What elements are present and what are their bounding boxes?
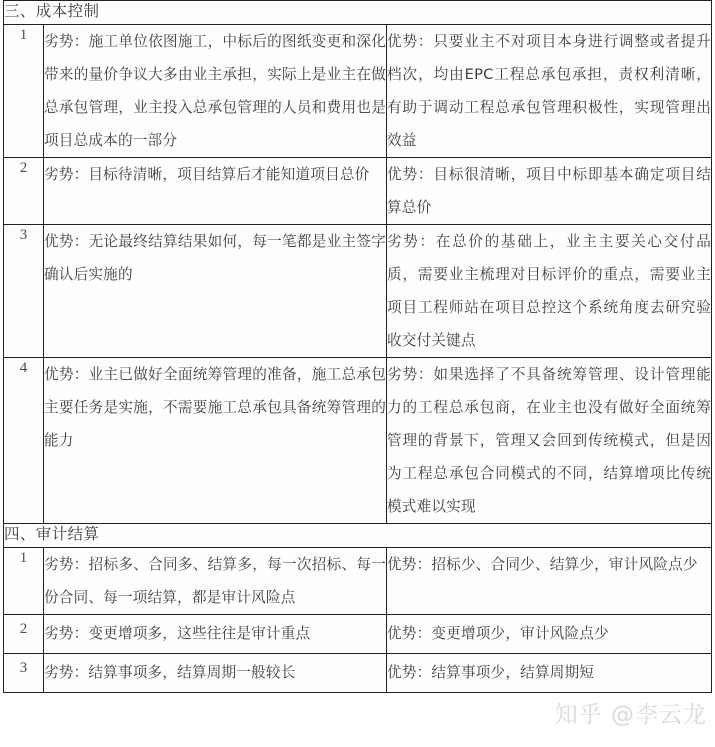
table-row bbox=[4, 654, 712, 693]
row-index: 4 bbox=[4, 358, 44, 524]
row-index: 1 bbox=[4, 548, 44, 615]
table-row bbox=[4, 548, 712, 615]
watermark: 知乎 @李云龙 bbox=[554, 702, 707, 728]
row-cell-right: 劣势：如果选择了不具备统筹管理、设计管理能力的工程总承包商，在业主也没有做好全面统筹管理的背景下，管理又会回到传统模式，但是因为工程总承包合同模式的不同，结算增项比传统模式难以实现 bbox=[387, 358, 712, 524]
table-row bbox=[4, 25, 712, 158]
comparison-table bbox=[3, 0, 712, 693]
section-heading-row bbox=[4, 1, 712, 25]
section-heading-row bbox=[4, 524, 712, 548]
section-heading-cost-control: 三、成本控制 bbox=[4, 1, 712, 25]
section-heading-audit-settlement: 四、审计结算 bbox=[4, 524, 712, 548]
table-row bbox=[4, 358, 712, 524]
row-index: 3 bbox=[4, 225, 44, 358]
row-index: 3 bbox=[4, 654, 44, 693]
row-cell-left: 优势：业主已做好全面统筹管理的准备，施工总承包主要任务是实施，不需要施工总承包具备统筹管理的能力 bbox=[44, 358, 387, 524]
row-cell-right: 优势：只要业主不对项目本身进行调整或者提升档次，均由EPC工程总承包承担，责权利清晰，有助于调动工程总承包管理积极性，实现管理出效益 bbox=[387, 25, 712, 158]
table-row bbox=[4, 225, 712, 358]
row-cell-right: 优势：目标很清晰，项目中标即基本确定项目结算总价 bbox=[387, 158, 712, 225]
row-cell-left: 劣势：变更增项多，这些往往是审计重点 bbox=[44, 615, 387, 654]
comparison-table-container bbox=[3, 0, 711, 693]
row-cell-right: 劣势：在总价的基础上，业主主要关心交付品质，需要业主梳理对目标评价的重点，需要业主项目工程师站在项目总控这个系统角度去研究验收交付关键点 bbox=[387, 225, 712, 358]
row-cell-left: 劣势：结算事项多，结算周期一般较长 bbox=[44, 654, 387, 693]
row-cell-right: 优势：变更增项少，审计风险点少 bbox=[387, 615, 712, 654]
row-cell-left: 劣势：目标待清晰，项目结算后才能知道项目总价 bbox=[44, 158, 387, 225]
row-cell-right: 优势：结算事项少，结算周期短 bbox=[387, 654, 712, 693]
row-index: 2 bbox=[4, 158, 44, 225]
row-cell-left: 劣势：招标多、合同多、结算多，每一次招标、每一份合同、每一项结算，都是审计风险点 bbox=[44, 548, 387, 615]
row-cell-left: 劣势：施工单位依图施工，中标后的图纸变更和深化带来的量价争议大多由业主承担，实际上是业主在做总承包管理，业主投入总承包管理的人员和费用也是项目总成本的一部分 bbox=[44, 25, 387, 158]
row-cell-right: 优势：招标少、合同少、结算少，审计风险点少 bbox=[387, 548, 712, 615]
table-body bbox=[4, 1, 712, 693]
row-cell-left: 优势：无论最终结算结果如何，每一笔都是业主签字确认后实施的 bbox=[44, 225, 387, 358]
row-index: 1 bbox=[4, 25, 44, 158]
table-row bbox=[4, 615, 712, 654]
row-index: 2 bbox=[4, 615, 44, 654]
table-row bbox=[4, 158, 712, 225]
